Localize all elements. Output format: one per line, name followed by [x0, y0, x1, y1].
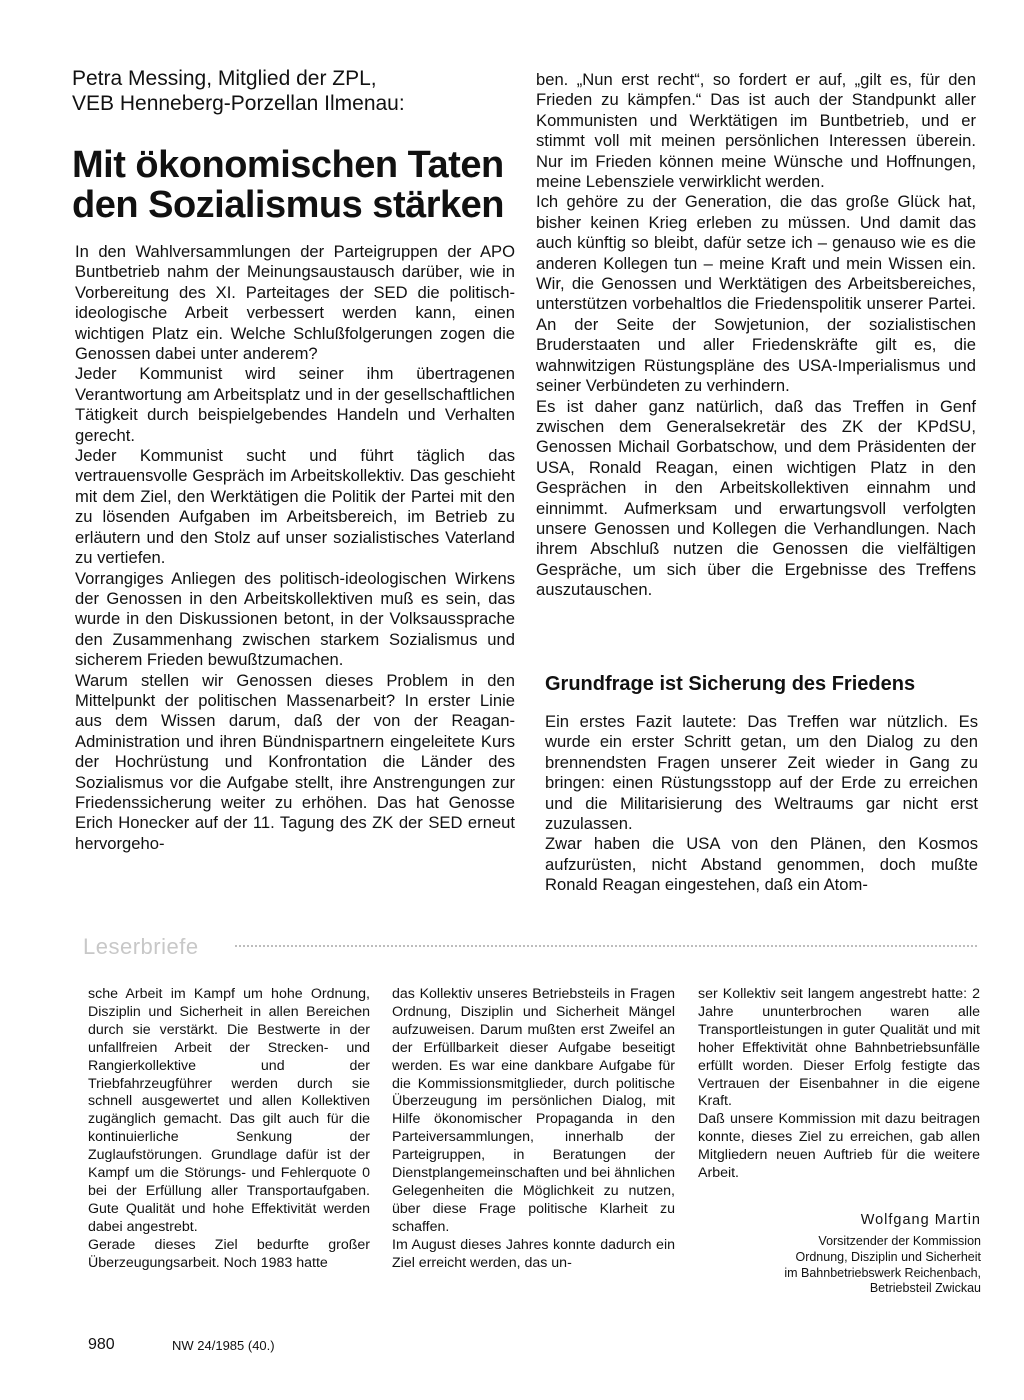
byline-company: VEB Henneberg-Porzellan Ilmenau:: [72, 92, 405, 115]
letter-paragraph: sche Arbeit im Kampf um hohe Ordnung, Disziplin und Sicherheit in allen Bereichen durch sie verstärkt. Die Bestwerte in der unfallfreien Arbeit der Strecken- und Rangierkollektive und der Triebfahrzeugführer werden durch sie schnell ausgewertet und allen Kollektiven zugänglich gemacht. Das gilt auch für die kontinuierliche Senkung der Zuglaufstörungen. Grundlage dafür ist der Kampf um die Störungs- und Fehlerquote 0 bei der Erfüllung aller Transportaufgaben. Gute Qualität und hohe Effektivität werden dabei angestrebt.: [88, 986, 370, 1235]
article-byline: [72, 66, 532, 116]
article-right-column-continued: [545, 712, 978, 896]
letter-column-2: [392, 986, 675, 1273]
article-paragraph: Ich gehöre zu der Generation, die das große Glück hat, bisher keinen Krieg erleben zu müssen. Und damit das auch künftig so bleibt, dafür setze ich – genauso wie es die anderen Kollegen tun – meine Kraft und mein Wissen ein. Wir, die Genossen und Werktätigen des Arbeitsbereiches, unterstützen vorbehaltlos die Friedenspolitik unserer Partei. An der Seite der Sowjetunion, der sozialistischen Bruderstaaten und aller Friedenskräfte gilt es, die wahnwitzigen Rüstungspläne des USA-Imperialismus und seiner Verbündeten zu verhindern.: [536, 192, 976, 396]
section-label-leserbriefe: Leserbriefe: [83, 934, 199, 959]
article-headline: [72, 145, 542, 225]
article-right-column: [536, 70, 976, 601]
article-paragraph: In den Wahlversammlungen der Parteigruppen der APO Buntbetrieb nahm der Meinungsaustausch darüber, wie in Vorbereitung des XI. Parteitages der SED die politisch-ideologische Arbeit verbessert werden kann, einen wichtigen Platz ein. Welche Schlußfolgerungen zogen die Genossen dabei unter anderem?: [75, 242, 515, 364]
article-paragraph: Vorrangiges Anliegen des politisch-ideologischen Wirkens der Genossen in den Arbeitskollektiven muß es sein, das wurde in den Diskussionen betont, in der Volksaussprache den Zusammenhang zwischen starkem Sozialismus und sicherem Frieden bewußtzumachen.: [75, 568, 515, 670]
section-divider: [235, 945, 977, 947]
signature-role-line: Ordnung, Disziplin und Sicherheit: [795, 1249, 981, 1264]
letter-paragraph: Daß unsere Kommission mit dazu beitragen konnte, dieses Ziel zu erreichen, gab allen Mitgliedern neuen Auftrieb für die weitere Arbeit.: [698, 1111, 980, 1182]
issue-label: NW 24/1985 (40.): [172, 1338, 275, 1353]
signature-role-line: Betriebsteil Zwickau: [869, 1281, 981, 1296]
letter-column-1: [88, 986, 370, 1273]
headline-line-1: Mit ökonomischen Taten: [72, 144, 504, 186]
headline-line-2: den Sozialismus stärken: [72, 184, 504, 226]
signature-role: [698, 1234, 981, 1297]
article-paragraph: Jeder Kommunist sucht und führt täglich das vertrauensvolle Gespräch im Arbeitskollektiv. Das geschieht mit dem Ziel, den Werktätigen die Politik der Partei mit den zu lösenden Aufgaben im Arbeitsbereich, im Betrieb zu erläutern und den Stolz auf unser sozialistisches Vaterland zu vertiefen.: [75, 446, 515, 568]
letter-column-3: [698, 986, 980, 1183]
article-paragraph: ben. „Nun erst recht“, so fordert er auf, „gilt es, für den Frieden zu kämpfen.“ Das ist auch der Standpunkt aller Kommunisten und Werktätigen im Buntbetrieb, und er stimmt voll mit meinen persönlichen Interessen überein. Nur im Frieden können meine Wünsche und Hoffnungen, meine Lebensziele verwirklicht werden.: [536, 70, 976, 192]
article-paragraph: Ein erstes Fazit lautete: Das Treffen war nützlich. Es wurde ein erster Schritt getan, um den Dialog zu den brennendsten Fragen unserer Zeit wieder in Gang zu bringen: einen Rüstungsstopp auf der Erde zu erreichen und die Militarisierung des Weltraums gar nicht erst zuzulassen.: [545, 712, 978, 834]
letter-paragraph: ser Kollektiv seit langem angestrebt hatte: 2 Jahre ununterbrochen waren alle Transportleistungen in guter Qualität und mit hoher Effektivität ohne Bahnbetriebsunfälle erfüllt worden. Dieser Erfolg festigte das Vertrauen der Eisenbahner in die eigene Kraft.: [698, 986, 980, 1110]
signature-role-line: Vorsitzender der Kommission: [818, 1234, 981, 1248]
article-subheading: Grundfrage ist Sicherung des Friedens: [545, 673, 916, 695]
article-left-column: [75, 242, 515, 854]
letter-paragraph: Im August dieses Jahres konnte dadurch ein Ziel erreicht werden, das un-: [392, 1236, 675, 1271]
letter-paragraph: Gerade dieses Ziel bedurfte großer Überzeugungsarbeit. Noch 1983 hatte: [88, 1236, 370, 1271]
signature-role-line: im Bahnbetriebswerk Reichenbach,: [784, 1265, 981, 1280]
article-paragraph: Zwar haben die USA von den Plänen, den Kosmos aufzurüsten, nicht Abstand genommen, doch mußte Ronald Reagan eingestehen, daß ein Atom-: [545, 834, 978, 895]
article-paragraph: Warum stellen wir Genossen dieses Problem in den Mittelpunkt der politischen Massenarbeit? In erster Linie aus dem Wissen darum, daß der von der Reagan-Administration und ihren Bündnispartnern eingeleitete Kurs der Hochrüstung und Konfrontation die Länder des Sozialismus vor die Aufgabe stellt, ihre Anstrengungen zur Friedenssicherung weiter zu erhöhen. Das hat Genosse Erich Honecker auf der 11. Tagung des ZK der SED erneut hervorgeho-: [75, 670, 515, 853]
article-paragraph: Jeder Kommunist wird seiner ihm übertragenen Verantwortung am Arbeitsplatz und in der gesellschaftlichen Tätigkeit durch beispielgebendes Handeln und Verhalten gerecht.: [75, 364, 515, 445]
article-paragraph: Es ist daher ganz natürlich, daß das Treffen in Genf zwischen dem Generalsekretär des ZK der KPdSU, Genossen Michail Gorbatschow, und dem Präsidenten der USA, Ronald Reagan, einen wichtigen Platz in den Gesprächen in den Arbeitskollektiven einnahm und einnimmt. Aufmerksam und erwartungsvoll verfolgten unsere Genossen und Kollegen die Verhandlungen. Nach ihrem Abschluß nutzen die Genossen die vielfältigen Gespräche, um sich über die Ergebnisse des Treffens auszutauschen.: [536, 396, 976, 600]
page-number: 980: [88, 1336, 115, 1353]
signature-name: Wolfgang Martin: [860, 1212, 981, 1228]
byline-author: Petra Messing, Mitglied der ZPL,: [72, 67, 377, 90]
letter-paragraph: das Kollektiv unseres Betriebsteils in Fragen Ordnung, Disziplin und Sicherheit Mängel aufzuweisen. Darum mußten erst Zweifel an der Erfüllbarkeit dieser Aufgabe beseitigt werden. Es war eine dankbare Aufgabe für die Kommissionsmitglieder, durch politische Überzeugung im persönlichen Dialog, mit Hilfe ökonomischer Propaganda in den Parteiversammlungen, innerhalb der Parteigruppen, in Beratungen der Dienstplangemeinschaften und bei ähnlichen Gelegenheiten die Möglichkeit zu nutzen, über diese Frage politische Klarheit zu schaffen.: [392, 986, 675, 1235]
